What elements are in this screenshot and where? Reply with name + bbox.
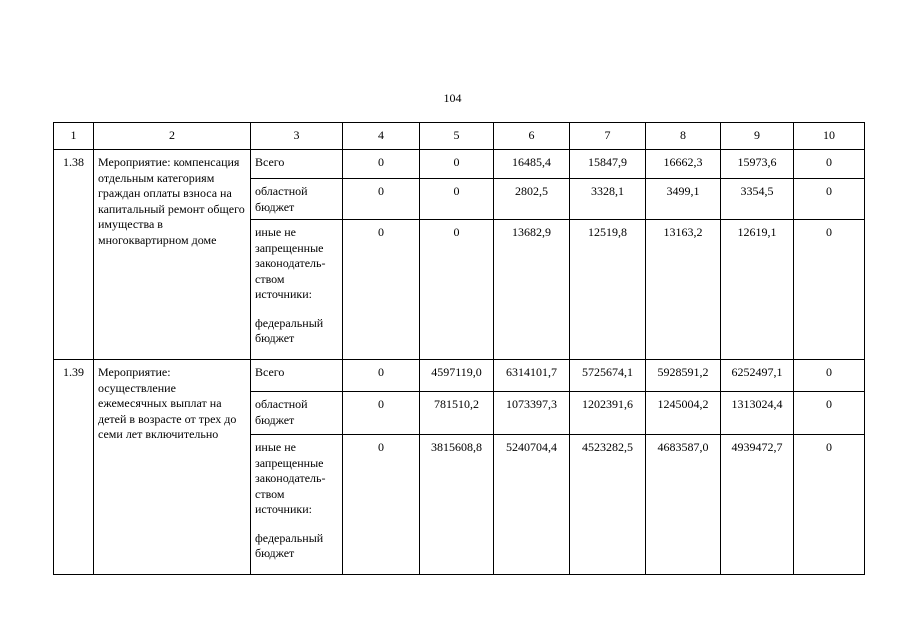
header-cell: 9	[721, 123, 794, 150]
value-cell: 0	[794, 150, 865, 179]
value-cell: 781510,2	[420, 392, 494, 435]
funding-source-cell	[251, 435, 343, 575]
value-cell: 0	[794, 435, 865, 575]
other-sources-note: иные не запрещенные законодатель-ством источники:	[255, 225, 326, 301]
value-cell: 4523282,5	[570, 435, 646, 575]
value-cell: 15973,6	[721, 150, 794, 179]
value-cell: 5928591,2	[646, 360, 721, 392]
value-cell: 0	[794, 360, 865, 392]
header-cell: 4	[343, 123, 420, 150]
value-cell: 0	[794, 220, 865, 360]
header-cell: 3	[251, 123, 343, 150]
value-cell: 3354,5	[721, 179, 794, 220]
value-cell: 1073397,3	[494, 392, 570, 435]
value-cell: 3499,1	[646, 179, 721, 220]
value-cell: 6314101,7	[494, 360, 570, 392]
funding-source: федеральный бюджет	[255, 530, 324, 560]
funding-source-cell	[251, 220, 343, 360]
funding-source: областной бюджет	[251, 179, 343, 220]
value-cell: 0	[794, 179, 865, 220]
page-number: 104	[443, 91, 462, 105]
value-cell: 1245004,2	[646, 392, 721, 435]
value-cell: 0	[420, 220, 494, 360]
value-cell: 3328,1	[570, 179, 646, 220]
value-cell: 13682,9	[494, 220, 570, 360]
table-row	[54, 360, 865, 392]
value-cell: 5240704,4	[494, 435, 570, 575]
funding-source: Всего	[251, 150, 343, 179]
event-description: Мероприятие: компенсация отдельным категориям граждан оплаты взноса на капитальный ремонт общего имущества в многоквартирном доме	[94, 150, 251, 360]
header-cell: 1	[54, 123, 94, 150]
header-cell: 10	[794, 123, 865, 150]
value-cell: 0	[343, 220, 420, 360]
value-cell: 6252497,1	[721, 360, 794, 392]
row-code: 1.38	[54, 150, 94, 360]
value-cell: 1313024,4	[721, 392, 794, 435]
value-cell: 16485,4	[494, 150, 570, 179]
value-cell: 0	[343, 392, 420, 435]
value-cell: 0	[343, 435, 420, 575]
funding-source: Всего	[251, 360, 343, 392]
funding-source: федеральный бюджет	[255, 315, 324, 345]
value-cell: 15847,9	[570, 150, 646, 179]
row-code: 1.39	[54, 360, 94, 575]
value-cell: 16662,3	[646, 150, 721, 179]
event-description: Мероприятие: осуществление ежемесячных выплат на детей в возрасте от трех до семи лет включительно	[94, 360, 251, 575]
value-cell: 0	[343, 360, 420, 392]
value-cell: 4683587,0	[646, 435, 721, 575]
value-cell: 3815608,8	[420, 435, 494, 575]
value-cell: 0	[420, 150, 494, 179]
header-cell: 6	[494, 123, 570, 150]
header-cell: 7	[570, 123, 646, 150]
value-cell: 12519,8	[570, 220, 646, 360]
funding-source: областной бюджет	[251, 392, 343, 435]
value-cell: 0	[343, 150, 420, 179]
value-cell: 0	[794, 392, 865, 435]
table-row	[54, 150, 865, 179]
other-sources-note: иные не запрещенные законодатель-ством источники:	[255, 440, 326, 516]
header-cell: 8	[646, 123, 721, 150]
value-cell: 4597119,0	[420, 360, 494, 392]
value-cell: 13163,2	[646, 220, 721, 360]
value-cell: 1202391,6	[570, 392, 646, 435]
value-cell: 0	[420, 179, 494, 220]
header-cell: 5	[420, 123, 494, 150]
value-cell: 4939472,7	[721, 435, 794, 575]
value-cell: 2802,5	[494, 179, 570, 220]
header-cell: 2	[94, 123, 251, 150]
value-cell: 5725674,1	[570, 360, 646, 392]
value-cell: 0	[343, 179, 420, 220]
table-header-row	[54, 123, 865, 150]
budget-table	[53, 122, 865, 575]
value-cell: 12619,1	[721, 220, 794, 360]
